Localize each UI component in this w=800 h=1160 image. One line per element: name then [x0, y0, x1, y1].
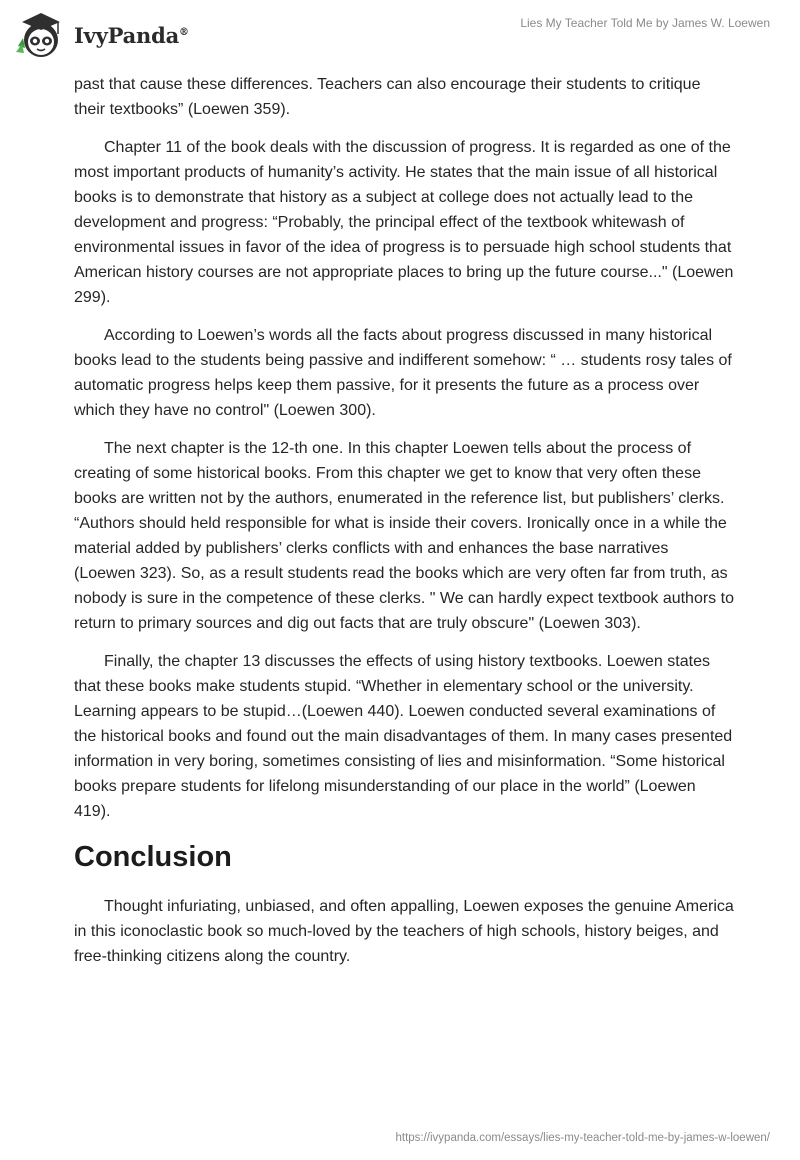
- document-title: Lies My Teacher Told Me by James W. Loewen: [520, 16, 770, 30]
- brand-name: IvyPanda®: [74, 22, 189, 48]
- page-header: [0, 0, 800, 70]
- paragraph-progress-passive: According to Loewen’s words all the facts about progress discussed in many historical books lead to the students being passive and indifferent somehow: “ … students rosy tales of automatic progress helps keep them passive, for it presents the future as a process over which they have no control" (Loewen 300).: [74, 327, 732, 419]
- paragraph-chapter-11: Chapter 11 of the book deals with the discussion of progress. It is regarded as one of the most important products of humanity’s activity. He states that the main issue of all historical books is to demonstrate that history as a subject at college does not actually lead to the development and progress: “Probably, the principal effect of the textbook whitewash of environmental issues in favor of the idea of progress is to persuade high school students that American history courses are not appropriate places to bring up the future course..." (Loewen 299).: [74, 139, 734, 306]
- essay-body: [74, 72, 734, 982]
- conclusion-paragraph: Thought infuriating, unbiased, and often appalling, Loewen exposes the genuine America in this iconoclastic book so much-loved by the teachers of high schools, history beiges, and free-thinking citizens along the country.: [74, 898, 734, 965]
- paragraph-chapter-13: Finally, the chapter 13 discusses the effects of using history textbooks. Loewen states that these books make students stupid. “Whether in elementary school or the university. Learning appears to be stupid…(Loewen 440). Loewen conducted several examinations of the historical books and found out the main disadvantages of them. In many cases presented information in very boring, sometimes consisting of lies and misinformation. “Some historical books prepare students for lifelong misunderstanding of our place in the world” (Loewen 419).: [74, 653, 733, 820]
- paragraph-continued: past that cause these differences. Teachers can also encourage their students to critique their textbooks” (Loewen 359).: [74, 76, 701, 118]
- panda-graduate-icon: [14, 8, 68, 62]
- paragraph-chapter-12: The next chapter is the 12-th one. In this chapter Loewen tells about the process of creating of some historical books. From this chapter we get to know that very often these books are written not by the authors, enumerated in the reference list, but publishers’ clerks. “Authors should held responsible for what is inside their covers. Ironically once in a while the material added by publishers’ clerks conflicts with and enhances the base narratives (Loewen 323). So, as a result students read the books which are very often far from truth, as nobody is sure in the competence of these clerks. " We can hardly expect textbook authors to return to primary sources and dig out facts that are truly obscure" (Loewen 303).: [74, 440, 734, 632]
- conclusion-heading: Conclusion: [74, 841, 232, 873]
- ivypanda-logo[interactable]: [14, 8, 189, 62]
- source-url[interactable]: https://ivypanda.com/essays/lies-my-teacher-told-me-by-james-w-loewen/: [395, 1132, 770, 1144]
